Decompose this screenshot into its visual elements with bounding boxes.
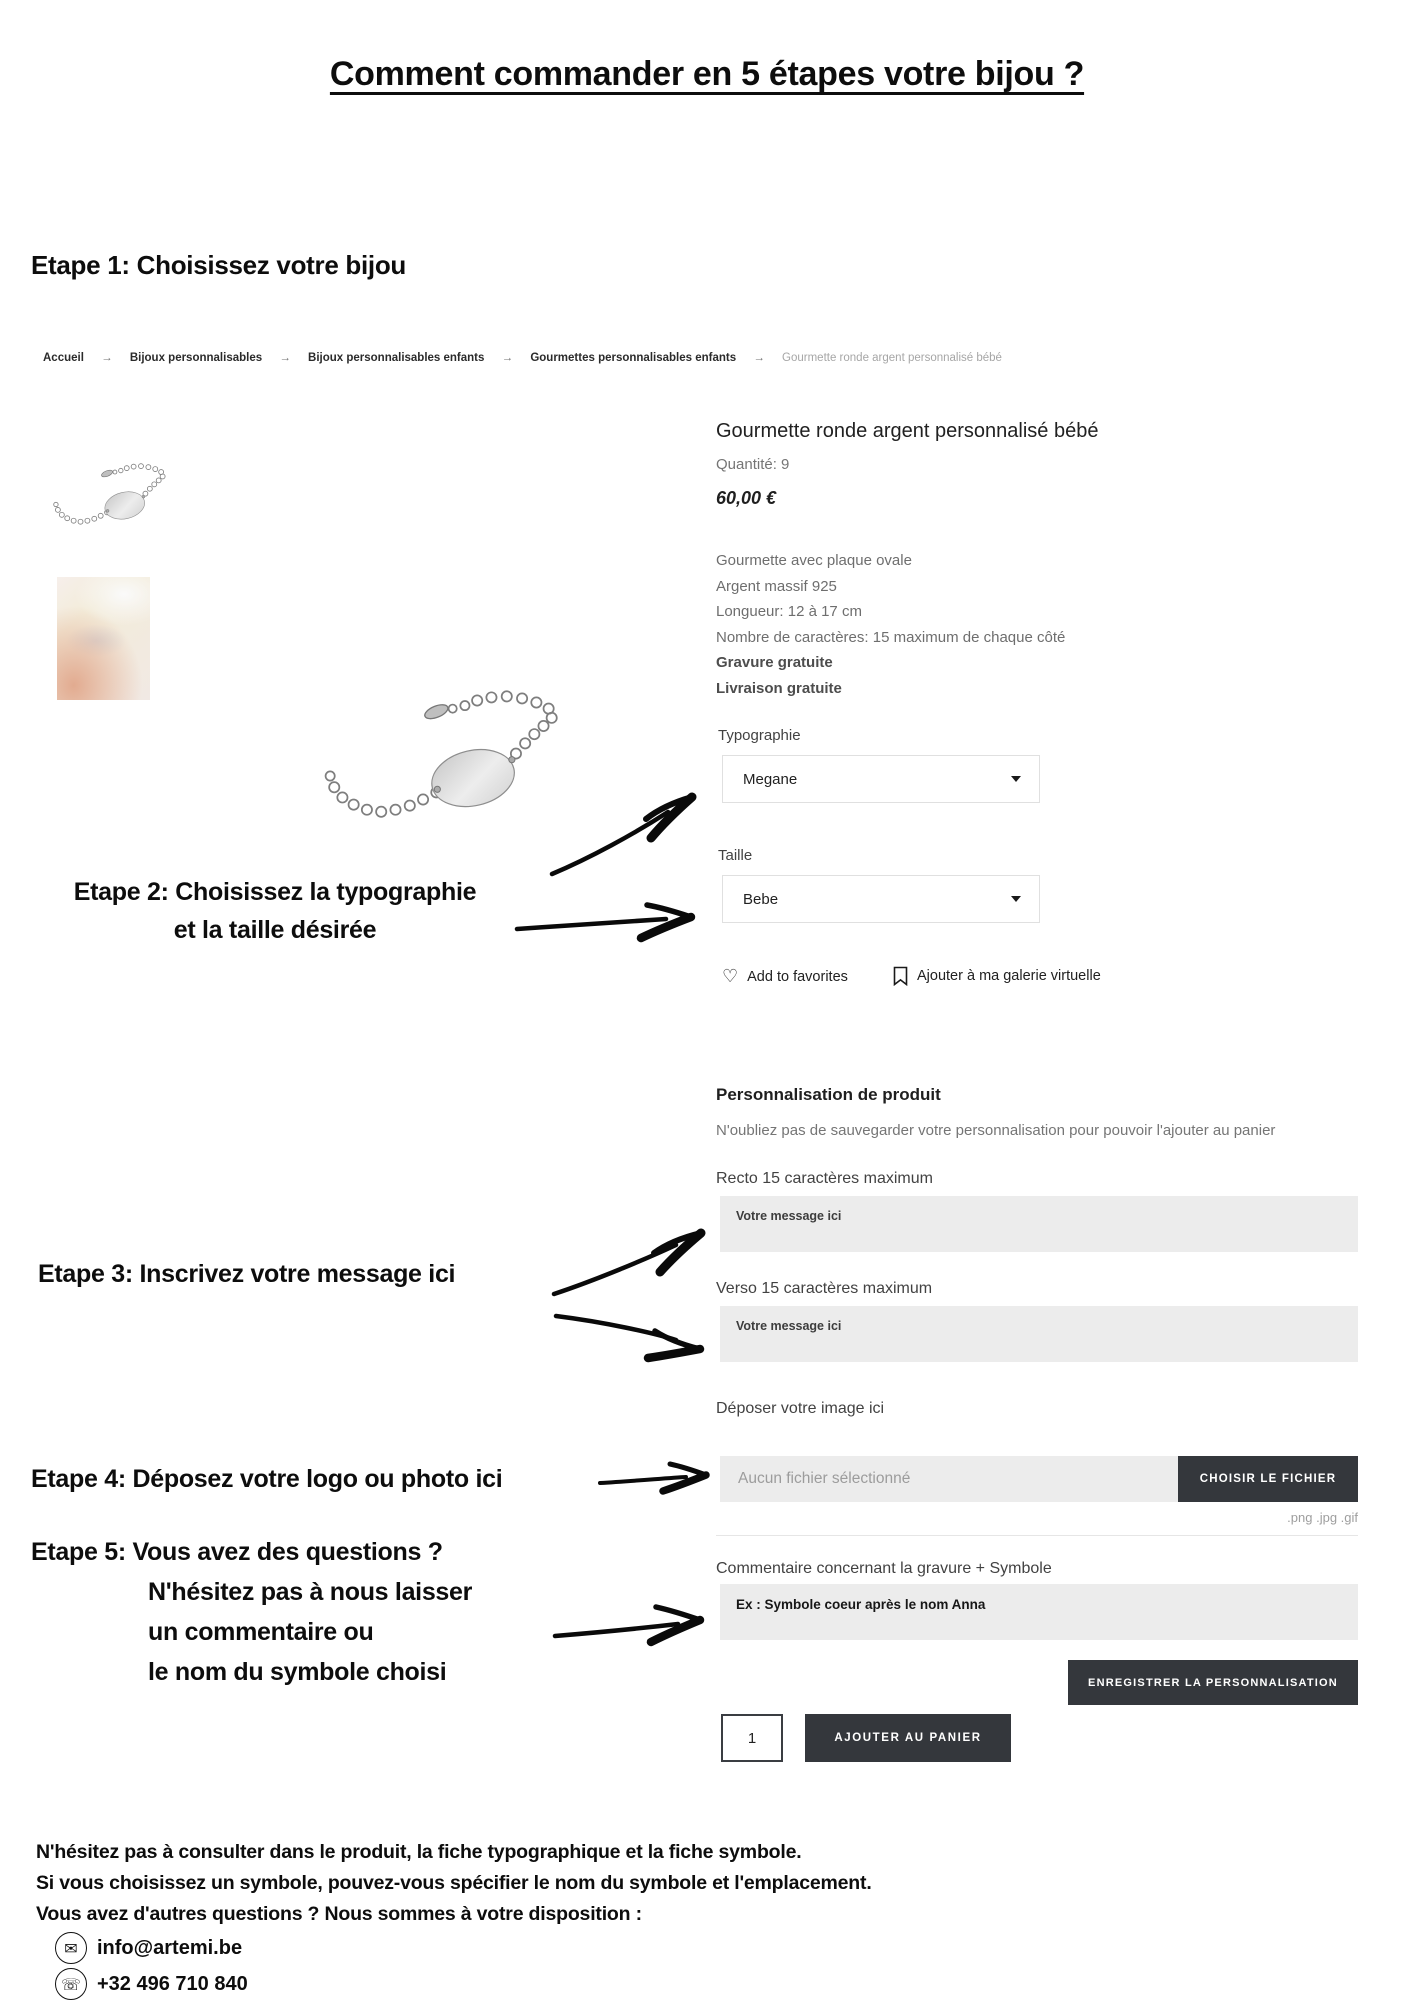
footer-line3: Vous avez d'autres questions ? Nous sommes à votre disposition : xyxy=(36,1903,642,1925)
typography-selected-value: Megane xyxy=(743,770,798,788)
step3-annotation: Etape 3: Inscrivez votre message ici xyxy=(38,1260,456,1288)
choose-file-button[interactable]: CHOISIR LE FICHIER xyxy=(1178,1456,1358,1502)
file-input[interactable] xyxy=(720,1456,1178,1502)
email-icon: ✉ xyxy=(55,1932,87,1964)
size-select[interactable] xyxy=(722,875,1040,923)
typography-label: Typographie xyxy=(718,727,801,744)
description-line: Argent massif 925 xyxy=(716,577,837,595)
step5-line2: N'hésitez pas à nous laisser xyxy=(148,1578,473,1606)
step3-arrow-verso-icon xyxy=(552,1303,710,1363)
description-line: Gourmette avec plaque ovale xyxy=(716,552,912,569)
comment-input[interactable] xyxy=(720,1584,1358,1640)
breadcrumb-item-bijoux-enfants[interactable]: Bijoux personnalisables enfants xyxy=(308,352,485,364)
heart-icon: ♡ xyxy=(722,966,739,987)
breadcrumb-item-gourmettes-enfants[interactable]: Gourmettes personnalisables enfants xyxy=(530,352,737,364)
step5-annotation xyxy=(31,1532,472,1692)
add-to-favorites-button[interactable] xyxy=(722,968,848,986)
upload-label: Déposer votre image ici xyxy=(716,1400,885,1417)
product-quantity: Quantité: 9 xyxy=(716,456,790,473)
step2-arrow-typography-icon xyxy=(548,788,698,880)
product-thumbnail-baby-wrist[interactable] xyxy=(57,577,150,700)
footer-line1: N'hésitez pas à consulter dans le produit, la fiche typographique et la fiche symbole. xyxy=(36,1841,802,1863)
personalization-note: N'oubliez pas de sauvegarder votre personnalisation pour pouvoir l'ajouter au panier xyxy=(716,1122,1276,1139)
product-thumbnail-bracelet[interactable] xyxy=(52,460,170,548)
step5-line4: le nom du symbole choisi xyxy=(148,1658,447,1686)
page-title: Comment commander en 5 étapes votre bijou ? xyxy=(329,55,1085,93)
contact-email[interactable]: info@artemi.be xyxy=(97,1936,243,1959)
contact-email-row xyxy=(55,1932,242,1964)
step3-arrow-recto-icon xyxy=(550,1222,710,1300)
footer-line2: Si vous choisissez un symbole, pouvez-vous spécifier le nom du symbole et l'emplacement. xyxy=(36,1872,872,1894)
breadcrumb xyxy=(43,352,1002,364)
breadcrumb-separator-icon: → xyxy=(279,352,291,364)
add-to-favorites-label: Add to favorites xyxy=(747,969,848,985)
size-selected-value: Bebe xyxy=(743,890,779,908)
step5-line3: un commentaire ou xyxy=(148,1618,374,1646)
add-to-cart-button[interactable]: AJOUTER AU PANIER xyxy=(805,1714,1011,1762)
product-title: Gourmette ronde argent personnalisé bébé xyxy=(716,420,1099,442)
product-main-image[interactable] xyxy=(322,688,567,862)
file-placeholder: Aucun fichier sélectionné xyxy=(738,1470,911,1487)
breadcrumb-separator-icon: → xyxy=(501,352,514,364)
recto-message-input[interactable] xyxy=(720,1196,1358,1252)
breadcrumb-separator-icon: → xyxy=(101,352,113,364)
breadcrumb-separator-icon: → xyxy=(753,352,765,364)
add-to-gallery-button[interactable] xyxy=(893,966,1101,986)
footer-note xyxy=(36,1837,872,1930)
breadcrumb-current: Gourmette ronde argent personnalisé bébé xyxy=(782,352,1002,364)
step5-arrow-icon xyxy=(552,1602,708,1650)
contact-phone-row xyxy=(55,1968,248,2000)
contact-phone[interactable]: +32 496 710 840 xyxy=(97,1972,248,1995)
step5-line1: Etape 5: Vous avez des questions ? xyxy=(31,1538,443,1566)
breadcrumb-item-bijoux-personnalisables[interactable]: Bijoux personnalisables xyxy=(129,352,263,364)
step4-annotation: Etape 4: Déposez votre logo ou photo ici xyxy=(31,1465,503,1493)
recto-label: Recto 15 caractères maximum xyxy=(716,1170,933,1187)
chevron-down-icon xyxy=(1011,896,1021,902)
step4-arrow-icon xyxy=(598,1460,712,1498)
save-personalization-button[interactable]: ENREGISTRER LA PERSONNALISATION xyxy=(1068,1660,1358,1705)
product-description xyxy=(716,548,1065,701)
verso-message-input[interactable] xyxy=(720,1306,1358,1362)
step2-line2: et la taille désirée xyxy=(173,916,377,944)
comment-label: Commentaire concernant la gravure + Symbole xyxy=(716,1560,1052,1577)
description-line-engraving: Gravure gratuite xyxy=(716,654,833,671)
personalization-heading: Personnalisation de produit xyxy=(716,1085,941,1104)
description-line: Nombre de caractères: 15 maximum de chaque côté xyxy=(716,628,1066,646)
step1-heading: Etape 1: Choisissez votre bijou xyxy=(31,250,407,280)
step2-annotation xyxy=(25,873,525,949)
phone-icon: ☏ xyxy=(55,1968,87,2000)
quantity-input[interactable] xyxy=(721,1714,783,1762)
breadcrumb-item-accueil[interactable]: Accueil xyxy=(43,352,84,364)
verso-label: Verso 15 caractères maximum xyxy=(716,1280,933,1297)
description-line-shipping: Livraison gratuite xyxy=(716,679,842,697)
size-label: Taille xyxy=(718,847,753,864)
step2-line1: Etape 2: Choisissez la typographie xyxy=(73,878,477,906)
file-types-hint: .png .jpg .gif xyxy=(1287,1510,1358,1525)
chevron-down-icon xyxy=(1011,776,1021,782)
section-divider xyxy=(716,1535,1358,1536)
step2-arrow-size-icon xyxy=(514,902,700,950)
product-price: 60,00 € xyxy=(716,488,777,508)
typography-select[interactable] xyxy=(722,755,1040,803)
bookmark-icon xyxy=(893,966,908,986)
description-line: Longueur: 12 à 17 cm xyxy=(716,603,862,620)
add-to-gallery-label: Ajouter à ma galerie virtuelle xyxy=(917,968,1101,984)
